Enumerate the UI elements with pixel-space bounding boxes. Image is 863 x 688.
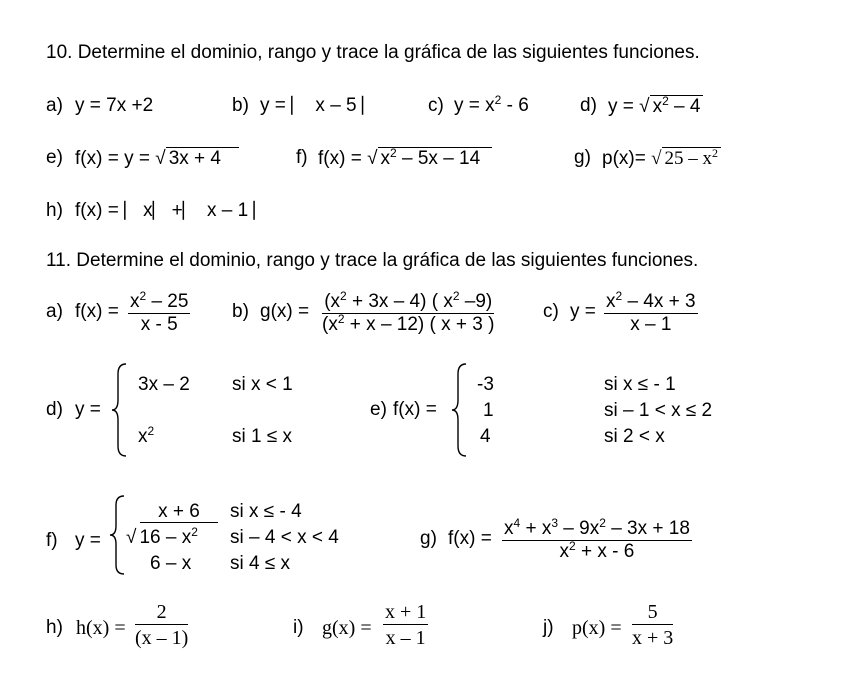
p11-i-denominator: x – 1	[385, 627, 426, 649]
p10-a-label: a)	[46, 95, 63, 116]
p11-f-case3-cond: si 4 ≤ x	[230, 553, 291, 574]
p11-j-fraction	[632, 600, 673, 651]
p11-b-fraction	[322, 291, 494, 336]
p11-i-lhs: g(x) =	[322, 617, 372, 639]
p11-i-label: i)	[293, 617, 304, 638]
sqrt-symbol: √	[639, 96, 650, 117]
problem-11-heading: 11. Determine el dominio, rango y trace la gráfica de las siguientes funciones.	[46, 250, 699, 271]
p11-a-fraction	[128, 291, 190, 336]
sqrt-symbol: √	[126, 527, 137, 548]
p11-e-case3-expr: 4	[480, 426, 491, 447]
p11-c-fraction	[604, 291, 698, 336]
p10-d-radicand: $x^2 - 4$	[650, 95, 704, 118]
p11-b-numerator: $(x^2 + 3x - 4)$ ( $x^2$ –9)	[322, 291, 494, 314]
p10-f-label: f)	[296, 147, 308, 168]
sqrt-symbol: √	[367, 148, 378, 169]
p10-f-expr: f(x) = √ $x^2 - 5x - 14$	[318, 147, 492, 170]
p10-b-expr: y = ⎸ x – 5 ⎸	[260, 95, 381, 116]
p11-h-denominator: (x – 1)	[135, 627, 189, 649]
p11-h-numerator: 2	[135, 600, 188, 625]
p11-g-fraction	[502, 518, 692, 563]
p11-g-numerator: $x^4 + x^3 - 9x^2 - 3x + 18$	[504, 516, 690, 539]
p11-a-lhs: f(x) =	[75, 301, 119, 322]
p10-g-expr: p(x)= √ $25 - x^2$	[602, 147, 721, 170]
p11-b-lhs: g(x) =	[260, 301, 310, 322]
p10-a-expr: y = 7x +2	[75, 95, 154, 116]
p11-f-case1-cond: si x ≤ - 4	[230, 501, 302, 522]
problem-10-heading: 10. Determine el dominio, rango y trace la gráfica de las siguientes funciones.	[46, 42, 700, 63]
p11-f-label: f)	[46, 530, 58, 551]
p11-h-lhs: h(x) =	[76, 617, 126, 639]
p10-e-radicand: 3x + 4	[166, 147, 239, 170]
p11-f-case1-expr: x + 6	[140, 501, 218, 523]
p10-d-expr: y = √ $x^2 - 4$	[608, 95, 703, 118]
p11-j-label: j)	[543, 617, 554, 638]
p11-f-case2-radicand: $16 - x^2$	[139, 525, 198, 548]
left-brace-icon	[108, 494, 128, 576]
p11-b-denominator: $(x^2 + x - 12)$ ( x + 3 )	[322, 312, 495, 335]
p10-e-expr: f(x) = y = √ 3x + 4	[75, 147, 239, 170]
left-brace-icon	[110, 362, 130, 458]
p11-e-case2-cond: si – 1 < x ≤ 2	[604, 400, 713, 421]
p11-c-denominator: x – 1	[630, 314, 672, 335]
p11-a-numerator: $x^2 - 25$	[130, 289, 189, 312]
p11-b-label: b)	[232, 301, 249, 322]
p11-d-lhs: y =	[75, 399, 101, 420]
p10-g-label: g)	[574, 147, 591, 168]
p11-j-denominator: x + 3	[632, 627, 674, 649]
p11-d-case2-expr: $x^2$	[138, 424, 155, 447]
p11-c-lhs: y =	[570, 301, 596, 322]
p11-f-case2-expr	[126, 527, 201, 549]
p10-g-radicand: $25 - x^2$	[662, 147, 722, 170]
p11-a-label: a)	[46, 301, 63, 322]
p10-f-radicand: $x^2 - 5x - 14$	[378, 147, 493, 170]
p11-i-numerator: x + 1	[385, 601, 427, 623]
p11-c-label: c)	[543, 301, 559, 322]
p11-h-fraction	[135, 600, 188, 651]
p11-g-lhs: f(x) =	[448, 528, 492, 549]
p11-f-lhs: y =	[75, 530, 101, 551]
left-brace-icon	[450, 362, 470, 458]
sqrt-symbol: √	[155, 148, 166, 169]
p11-j-lhs: p(x) =	[572, 617, 622, 639]
p11-d-label: d)	[46, 399, 63, 420]
p10-c-label: c)	[428, 95, 444, 116]
p11-g-label: g)	[420, 528, 437, 549]
p11-a-denominator: x - 5	[140, 314, 178, 335]
p11-d-case1-cond: si x < 1	[232, 374, 293, 395]
p11-f-case3-expr: 6 – x	[150, 553, 192, 574]
p10-h-expr: f(x) = ⎸x⎸+⎸ x – 1 ⎸	[75, 200, 273, 221]
p11-e-lhs: f(x) =	[393, 399, 437, 420]
p11-e-case3-cond: si 2 < x	[604, 426, 665, 447]
sqrt-symbol: √	[651, 148, 662, 169]
p11-e-case1-expr: -3	[477, 374, 494, 395]
p11-h-label: h)	[46, 617, 63, 638]
p10-b-label: b)	[232, 95, 249, 116]
p11-e-case2-expr: 1	[483, 400, 494, 421]
p11-d-case2-cond: si 1 ≤ x	[232, 426, 293, 447]
p10-e-label: e)	[46, 147, 63, 168]
p11-j-numerator: 5	[632, 600, 673, 625]
p11-g-denominator: $x^2 + x - 6$	[559, 539, 635, 562]
p11-e-case1-cond: si x ≤ - 1	[604, 374, 676, 395]
p11-d-case1-expr: 3x – 2	[138, 374, 190, 395]
p10-d-label: d)	[580, 95, 597, 116]
p10-h-label: h)	[46, 200, 63, 221]
p10-c-expr: $y = x^2 - 6$	[454, 93, 529, 116]
p11-c-numerator: $x^2 - 4x + 3$	[606, 289, 696, 312]
p11-e-label: e)	[370, 399, 387, 420]
p11-f-case2-cond: si – 4 < x < 4	[230, 527, 339, 548]
p11-i-fraction	[383, 600, 428, 651]
